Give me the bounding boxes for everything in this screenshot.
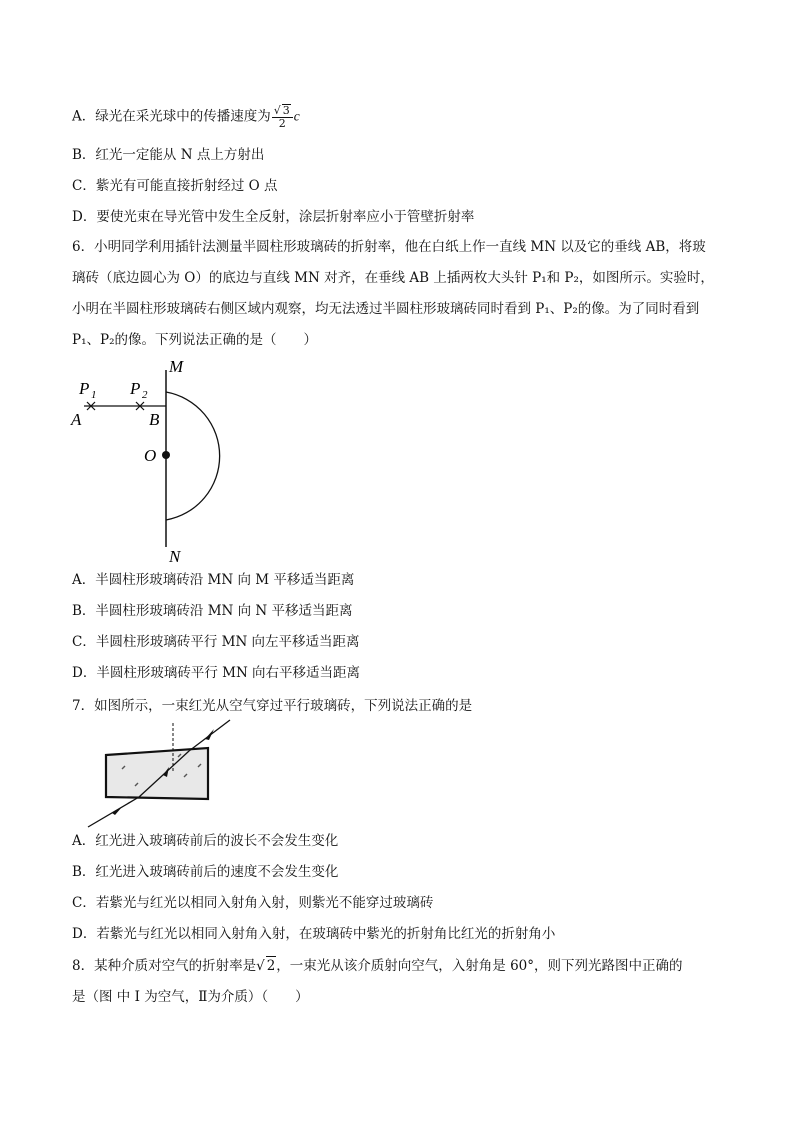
sqrt-symbol: √ (256, 958, 265, 974)
q6-figure (68, 352, 248, 567)
q6-stem-line-1: 6．小明同学利用插针法测量半圆柱形玻璃砖的折射率，他在白纸上作一直线 MN 以及它的垂线 AB，将玻 (72, 239, 706, 255)
label-a: A (71, 410, 82, 429)
q8-stem-line-2: 是（图 中 Ⅰ 为空气，Ⅱ为介质）（ ） (72, 989, 309, 1005)
q6-stem-line-3: 小明在半圆柱形玻璃砖右侧区域内观察，均无法透过半圆柱形玻璃砖同时看到 P₁、P₂的像。为了同时看到 (72, 301, 700, 317)
q8-stem-part-1: 8．某种介质对空气的折射率是 (72, 958, 257, 974)
label-p2-sub: 2 (142, 389, 148, 401)
q6-stem-line-4: P₁、P₂的像。下列说法正确的是（ ） (72, 332, 317, 348)
label-m: M (169, 357, 184, 376)
speed-of-light-var: c (293, 108, 300, 124)
q7-option-c: C．若紫光与红光以相同入射角入射，则紫光不能穿过玻璃砖 (72, 895, 434, 911)
label-p1-sub: 1 (91, 389, 97, 401)
q6-option-d: D．半圆柱形玻璃砖平行 MN 向右平移适当距离 (72, 665, 361, 681)
q5-option-c: C．紫光有可能直接折射经过 O 点 (72, 178, 278, 194)
fraction: $\frac{√ 3}{2}$ (272, 104, 293, 130)
q5-option-a-text: A．绿光在采光球中的传播速度为 (72, 108, 271, 125)
arrow-icon (205, 729, 214, 740)
q6-option-b: B．半圆柱形玻璃砖沿 MN 向 N 平移适当距离 (72, 603, 353, 619)
glass-block (106, 748, 208, 799)
label-p1: P (79, 379, 90, 398)
q7-stem: 7．如图所示，一束红光从空气穿过平行玻璃砖，下列说法正确的是 (72, 698, 473, 714)
point-o (162, 451, 170, 459)
q5-option-d: D．要使光束在导光管中发生全反射，涂层折射率应小于管壁折射率 (72, 209, 475, 225)
q7-option-b: B．红光进入玻璃砖前后的速度不会发生变化 (72, 864, 339, 880)
q5-option-a (72, 104, 300, 130)
arrow-icon (112, 807, 122, 815)
q7-figure (78, 715, 238, 830)
q7-option-a: A．红光进入玻璃砖前后的波长不会发生变化 (72, 833, 339, 849)
q6-option-c: C．半圆柱形玻璃砖平行 MN 向左平移适当距离 (72, 634, 360, 650)
emergent-ray (88, 797, 139, 827)
q8-stem-part-2: ，一束光从该介质射向空气，入射角是 60°，则下列光路图中正确的 (276, 958, 683, 974)
q6-option-a: A．半圆柱形玻璃砖沿 MN 向 M 平移适当距离 (72, 572, 355, 588)
q7-option-d: D．若紫光与红光以相同入射角入射，在玻璃砖中紫光的折射角比红光的折射角小 (72, 926, 556, 942)
q5-option-b: B．红光一定能从 N 点上方射出 (72, 147, 265, 163)
sqrt-radicand: 3 (282, 104, 290, 117)
semicircle (166, 392, 220, 520)
fraction-denominator: 2 (278, 117, 286, 130)
label-b: B (149, 410, 160, 429)
label-n: N (169, 547, 181, 566)
sqrt-radicand: 2 (266, 958, 276, 974)
q6-stem-line-2: 璃砖（底边圆心为 O）的底边与直线 MN 对齐，在垂线 AB 上插两枚大头针 P₁和 P₂，如图所示。实验时， (72, 270, 714, 286)
label-p2: P (130, 379, 141, 398)
q8-stem-line-1 (72, 956, 683, 975)
label-o: O (144, 446, 157, 465)
